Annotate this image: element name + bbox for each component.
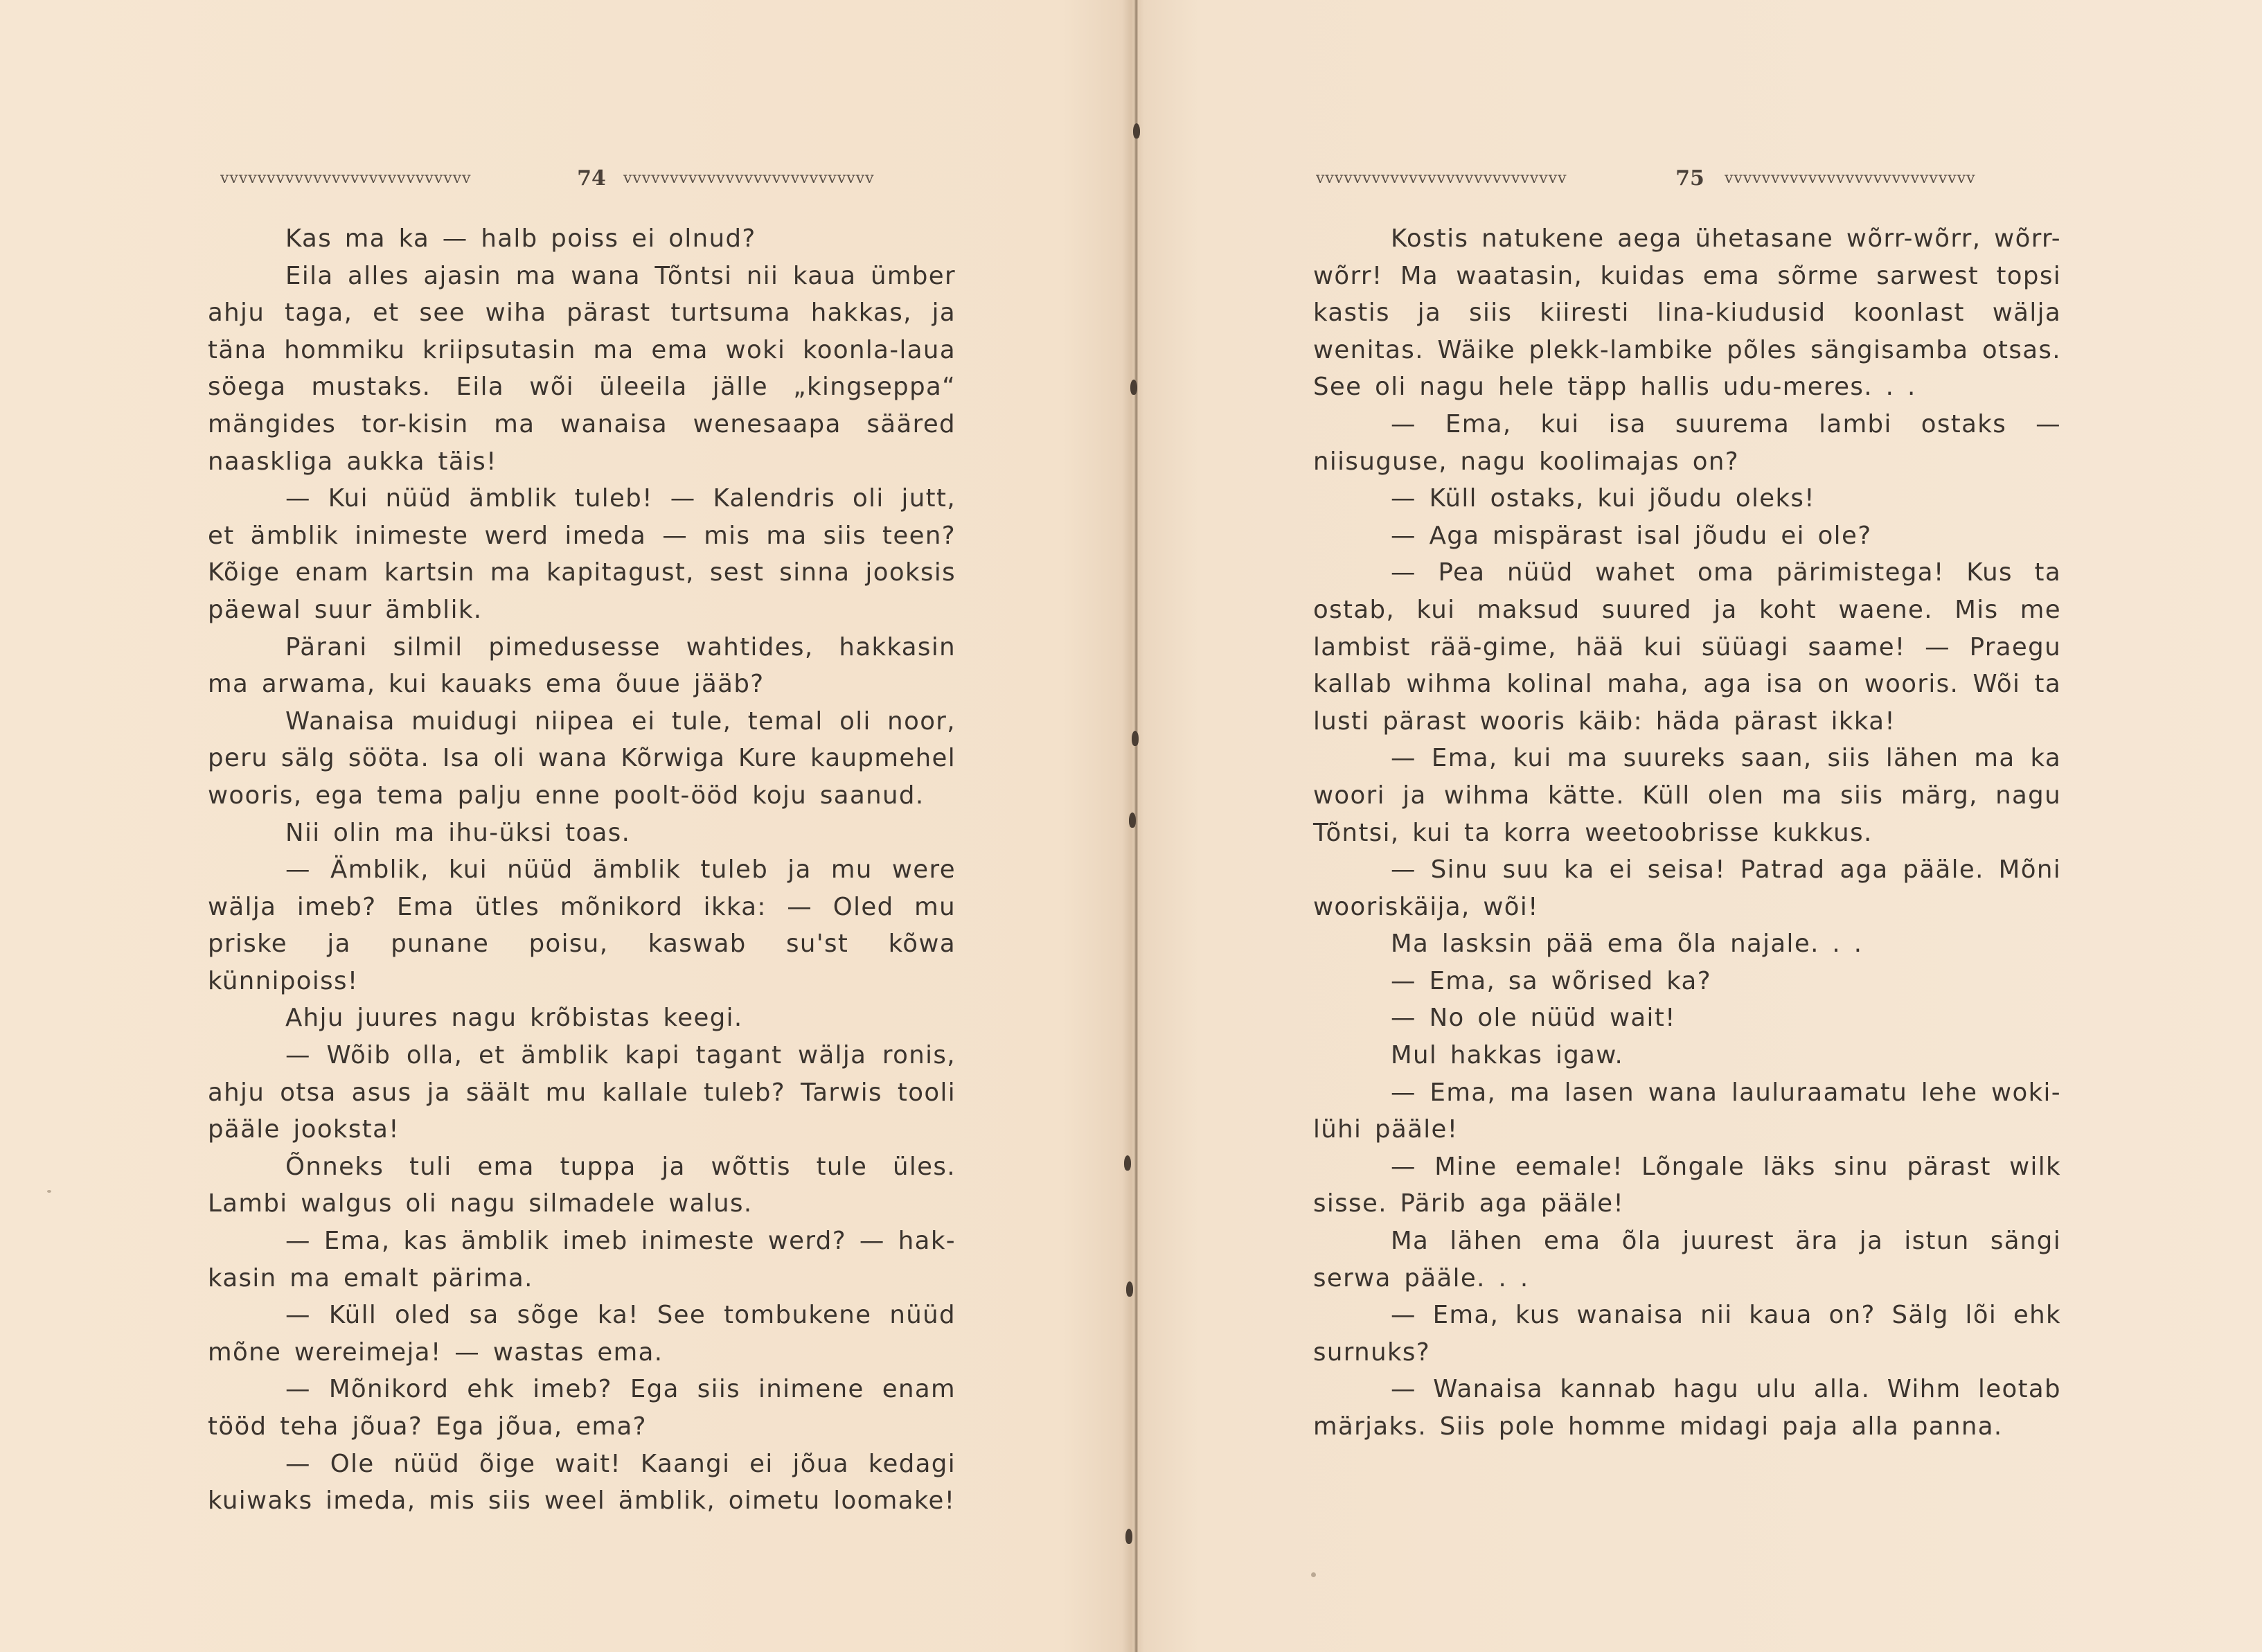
right-page	[1143, 0, 2262, 1652]
ornamental-rule: vvvvvvvvvvvvvvvvvvvvvvvvvvv	[623, 170, 875, 187]
paragraph: Pärani silmil pimedusesse wahtides, hakkasin ma arwama, kui kauaks ema õuue jääb?	[208, 632, 956, 699]
page-body-text	[1313, 220, 2061, 1446]
paragraph: Wanaisa muidugi niipea ei tule, temal oli noor, peru sälg sööta. Isa oli wana Kõrwiga Kure kaupmehel wooris, ega tema palju enne poolt-ööd koju saanud.	[208, 707, 956, 810]
paragraph: — Kui nüüd ämblik tuleb! — Kalendris oli jutt, et ämblik inimeste werd imeda — mis ma siis teen? Kõige enam kartsin ma kapitagust, sest sinna jooksis päewal suur ämblik.	[208, 484, 956, 624]
paragraph: Kostis natukene aega ühetasane wõrr-wõrr, wõrr-wõrr! Ma waatasin, kuidas ema sõrme sarwest topsi kastis ja siis kiiresti lina-kiudusid koonlast wälja wenitas. Wäike plekk-lambike põles sängisamba otsas. See oli nagu hele täpp hallis udu-meres. . .	[1313, 224, 2061, 402]
paragraph: — Küll oled sa sõge ka! See tombukene nüüd mõne wereimeja! — wastas ema.	[208, 1301, 956, 1367]
ornamental-rule: vvvvvvvvvvvvvvvvvvvvvvvvvvv	[220, 170, 472, 187]
page-number: 75	[1675, 166, 1704, 190]
binding-stitch	[1133, 123, 1140, 139]
paragraph: — Mine eemale! Lõngale läks sinu pärast wilk sisse. Pärib aga pääle!	[1313, 1152, 2061, 1218]
paragraph: — Küll ostaks, kui jõudu oleks!	[1391, 484, 1815, 513]
running-head	[1316, 165, 2064, 193]
paragraph: Nii olin ma ihu-üksi toas.	[285, 818, 631, 847]
paragraph: Mul hakkas igaw.	[1391, 1041, 1624, 1070]
paragraph: — Wõib olla, et ämblik kapi tagant wälja ronis, ahju otsa asus ja säält mu kallale tuleb? Tarwis tooli pääle jooksta!	[208, 1041, 956, 1144]
ornamental-rule: vvvvvvvvvvvvvvvvvvvvvvvvvvv	[1725, 170, 1976, 187]
paragraph: — Sinu suu ka ei seisa! Patrad aga pääle. Mõni wooriskäija, wõi!	[1313, 855, 2061, 921]
paragraph: Õnneks tuli ema tuppa ja wõttis tule üles. Lambi walgus oli nagu silmadele walus.	[208, 1152, 956, 1218]
paragraph: — Ema, ma lasen wana lauluraamatu lehe woki-lühi pääle!	[1313, 1078, 2061, 1144]
paragraph: — Ema, sa wõrised ka?	[1391, 966, 1711, 995]
ornamental-rule: vvvvvvvvvvvvvvvvvvvvvvvvvvv	[1316, 170, 1567, 187]
binding-stitch	[1130, 380, 1137, 395]
paragraph: Eila alles ajasin ma wana Tõntsi nii kaua ümber ahju taga, et see wiha pärast turtsuma hakkas, ja täna hommiku kriipsutasin ma ema woki koonla-laua söega mustaks. Eila wõi üleeila jälle „kingseppa“ mängides tor-kisin ma wanaisa wenesaapa sääred naaskliga aukka täis!	[208, 261, 956, 476]
running-head	[220, 165, 963, 193]
paragraph: — Wanaisa kannab hagu ulu alla. Wihm leotab märjaks. Siis pole homme midagi paja alla panna.	[1313, 1375, 2061, 1441]
paragraph: — Aga mispärast isal jõudu ei ole?	[1391, 521, 1872, 550]
paragraph: Ahju juures nagu krõbistas keegi.	[285, 1004, 743, 1033]
paragraph: — Mõnikord ehk imeb? Ega siis inimene enam tööd teha jõua? Ega jõua, ema?	[208, 1375, 956, 1441]
paragraph: — Ole nüüd õige wait! Kaangi ei jõua kedagi kuiwaks imeda, mis siis weel ämblik, oimetu loomake!	[208, 1449, 956, 1516]
paragraph: Ma lasksin pää ema õla najale. . .	[1391, 930, 1863, 959]
paragraph: — No ole nüüd wait!	[1391, 1004, 1676, 1033]
paragraph: — Ämblik, kui nüüd ämblik tuleb ja mu were wälja imeb? Ema ütles mõnikord ikka: — Oled mu priske ja punane poisu, kaswab su'st kõwa künnipoiss!	[208, 855, 956, 995]
paragraph: — Pea nüüd wahet oma pärimistega! Kus ta ostab, kui maksud suured ja koht waene. Mis me lambist rää-gime, hää kui süüagi saame! — Praegu kallab wihma kolinal maha, aga isa on wooris. Wõi ta lusti pärast wooris käib: häda pärast ikka!	[1313, 558, 2061, 736]
paragraph: Kas ma ka — halb poiss ei olnud?	[285, 224, 756, 253]
paragraph: — Ema, kui ma suureks saan, siis lähen ma ka woori ja wihma kätte. Küll olen ma siis märg, nagu Tõntsi, kui ta korra weetoobrisse kukkus.	[1313, 744, 2061, 847]
binding-stitch	[1132, 731, 1139, 746]
paragraph: — Ema, kas ämblik imeb inimeste werd? — hak-kasin ma emalt pärima.	[208, 1227, 956, 1293]
left-page	[0, 0, 1129, 1652]
paragraph: — Ema, kui isa suurema lambi ostaks — niisuguse, nagu koolimajas on?	[1313, 409, 2061, 476]
binding-stitch	[1129, 812, 1136, 828]
paragraph: — Ema, kus wanaisa nii kaua on? Sälg lõi ehk surnuks?	[1313, 1301, 2061, 1367]
paragraph: Ma lähen ema õla juurest ära ja istun sängi serwa pääle. . .	[1313, 1227, 2061, 1293]
page-body-text	[208, 220, 956, 1520]
page-number: 74	[577, 166, 606, 190]
